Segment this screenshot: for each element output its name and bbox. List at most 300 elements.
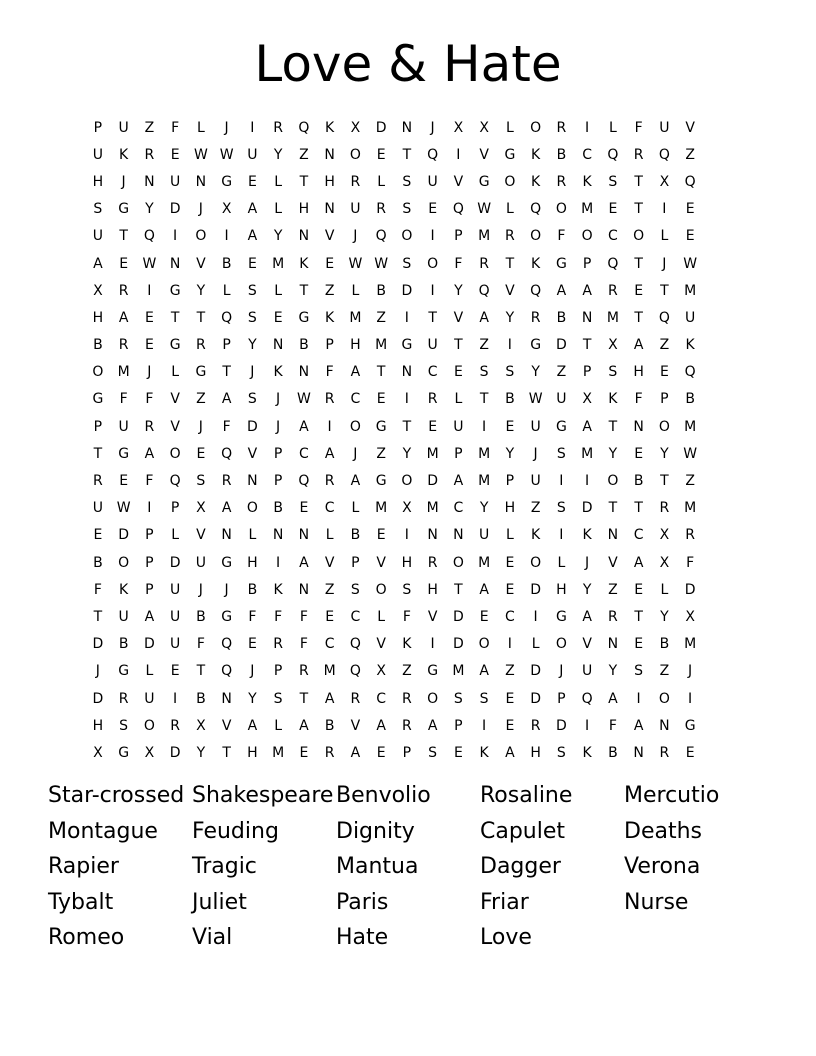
grid-cell[interactable]: O [530, 554, 542, 571]
grid-cell[interactable]: W [219, 146, 234, 163]
grid-cell[interactable]: L [222, 282, 231, 299]
grid-cell[interactable]: B [196, 608, 206, 625]
grid-cell[interactable]: T [402, 146, 412, 163]
grid-cell[interactable]: P [93, 119, 103, 136]
grid-cell[interactable]: O [633, 228, 645, 245]
grid-cell[interactable]: J [585, 554, 590, 571]
grid-cell[interactable]: M [375, 337, 388, 354]
grid-cell[interactable]: M [426, 500, 439, 517]
grid-cell[interactable]: A [608, 690, 618, 707]
grid-cell[interactable]: N [272, 527, 284, 544]
grid-cell[interactable]: V [324, 228, 335, 245]
grid-cell[interactable]: I [430, 282, 435, 299]
grid-cell[interactable]: N [633, 744, 644, 761]
grid-cell[interactable]: S [453, 690, 463, 707]
grid-cell[interactable]: J [559, 663, 564, 680]
grid-cell[interactable]: O [452, 554, 464, 571]
grid-cell[interactable]: G [375, 473, 387, 490]
grid-cell[interactable]: I [482, 418, 487, 435]
grid-cell[interactable]: W [296, 391, 311, 408]
grid-cell[interactable]: K [685, 337, 695, 354]
grid-cell[interactable]: D [555, 337, 567, 354]
grid-cell[interactable]: E [247, 636, 257, 653]
grid-cell[interactable]: U [479, 527, 490, 544]
grid-cell[interactable]: B [247, 581, 258, 598]
grid-cell[interactable]: R [659, 500, 670, 517]
grid-cell[interactable]: G [118, 663, 130, 680]
grid-cell[interactable]: Y [196, 744, 206, 761]
grid-cell[interactable]: Q [478, 282, 490, 299]
grid-cell[interactable]: F [171, 119, 180, 136]
grid-cell[interactable]: R [93, 473, 103, 490]
grid-cell[interactable]: H [298, 201, 310, 218]
grid-cell[interactable]: M [581, 201, 594, 218]
grid-cell[interactable]: P [454, 717, 463, 734]
grid-cell[interactable]: Y [582, 581, 592, 598]
grid-cell[interactable]: L [531, 636, 540, 653]
grid-cell[interactable]: D [118, 527, 130, 544]
grid-cell[interactable]: R [324, 473, 335, 490]
grid-cell[interactable]: A [453, 473, 464, 490]
grid-cell[interactable]: A [324, 690, 335, 707]
grid-cell[interactable]: E [428, 418, 438, 435]
grid-cell[interactable]: O [427, 690, 439, 707]
grid-cell[interactable]: O [555, 636, 567, 653]
grid-cell[interactable]: E [119, 255, 129, 272]
grid-cell[interactable]: N [298, 364, 310, 381]
grid-cell[interactable]: D [169, 201, 181, 218]
grid-cell[interactable]: P [582, 255, 592, 272]
grid-cell[interactable]: E [196, 445, 206, 462]
grid-cell[interactable]: V [427, 608, 438, 625]
grid-cell[interactable]: T [196, 309, 206, 326]
grid-cell[interactable]: G [118, 445, 130, 462]
grid-cell[interactable]: V [247, 445, 258, 462]
grid-cell[interactable]: Q [607, 146, 619, 163]
grid-cell[interactable]: Q [530, 201, 542, 218]
grid-cell[interactable]: E [479, 608, 489, 625]
grid-cell[interactable]: V [196, 527, 206, 544]
grid-cell[interactable]: B [324, 717, 335, 734]
grid-cell[interactable]: C [504, 608, 515, 625]
grid-cell[interactable]: K [582, 173, 592, 190]
grid-cell[interactable]: K [299, 255, 309, 272]
grid-cell[interactable]: U [118, 119, 129, 136]
grid-cell[interactable]: N [169, 255, 181, 272]
grid-cell[interactable]: T [93, 445, 103, 462]
grid-cell[interactable]: A [633, 717, 644, 734]
grid-cell[interactable]: N [221, 527, 232, 544]
grid-cell[interactable]: Z [324, 581, 335, 598]
grid-cell[interactable]: V [324, 554, 335, 571]
grid-cell[interactable]: R [556, 119, 567, 136]
grid-cell[interactable]: V [350, 717, 361, 734]
grid-cell[interactable]: S [247, 309, 257, 326]
grid-cell[interactable]: M [323, 663, 336, 680]
grid-cell[interactable]: V [582, 636, 592, 653]
grid-cell[interactable]: O [375, 581, 387, 598]
grid-cell[interactable]: N [581, 309, 593, 326]
grid-cell[interactable]: E [453, 364, 463, 381]
grid-cell[interactable]: H [247, 554, 258, 571]
grid-cell[interactable]: Q [221, 663, 233, 680]
grid-cell[interactable]: S [608, 364, 618, 381]
grid-cell[interactable]: L [377, 173, 386, 190]
grid-cell[interactable]: F [634, 119, 643, 136]
grid-cell[interactable]: L [351, 500, 360, 517]
grid-cell[interactable]: M [272, 255, 285, 272]
grid-cell[interactable]: M [581, 445, 594, 462]
grid-cell[interactable]: R [350, 173, 361, 190]
grid-cell[interactable]: U [427, 337, 438, 354]
grid-cell[interactable]: S [273, 690, 283, 707]
grid-cell[interactable]: Z [376, 445, 386, 462]
grid-cell[interactable]: X [479, 119, 489, 136]
grid-cell[interactable]: P [454, 228, 463, 245]
grid-cell[interactable]: G [118, 744, 130, 761]
grid-cell[interactable]: K [531, 146, 541, 163]
grid-cell[interactable]: H [504, 500, 516, 517]
grid-cell[interactable]: M [478, 473, 491, 490]
grid-cell[interactable]: B [118, 636, 129, 653]
grid-cell[interactable]: T [428, 309, 437, 326]
grid-cell[interactable]: H [401, 554, 413, 571]
grid-cell[interactable]: V [170, 418, 180, 435]
grid-cell[interactable]: T [376, 364, 386, 381]
grid-cell[interactable]: T [634, 608, 643, 625]
grid-cell[interactable]: F [145, 391, 154, 408]
grid-cell[interactable]: T [299, 690, 309, 707]
grid-cell[interactable]: R [402, 717, 412, 734]
grid-cell[interactable]: U [92, 228, 103, 245]
grid-cell[interactable]: Z [324, 282, 335, 299]
grid-cell[interactable]: Y [273, 228, 283, 245]
grid-cell[interactable]: R [608, 282, 618, 299]
grid-cell[interactable]: E [505, 554, 515, 571]
grid-cell[interactable]: K [582, 744, 592, 761]
grid-cell[interactable]: M [684, 282, 697, 299]
grid-cell[interactable]: N [298, 527, 310, 544]
grid-cell[interactable]: Y [402, 445, 412, 462]
grid-cell[interactable]: P [454, 445, 463, 462]
grid-cell[interactable]: Z [299, 146, 309, 163]
grid-cell[interactable]: N [453, 527, 464, 544]
grid-cell[interactable]: D [375, 119, 387, 136]
grid-cell[interactable]: A [350, 744, 361, 761]
grid-cell[interactable]: U [144, 690, 155, 707]
grid-cell[interactable]: W [683, 445, 698, 462]
grid-cell[interactable]: F [608, 717, 617, 734]
grid-cell[interactable]: R [118, 337, 129, 354]
grid-cell[interactable]: C [376, 690, 387, 707]
grid-cell[interactable]: S [119, 717, 129, 734]
grid-cell[interactable]: I [224, 228, 229, 245]
grid-cell[interactable]: J [147, 364, 152, 381]
grid-cell[interactable]: I [430, 636, 435, 653]
grid-cell[interactable]: F [93, 581, 102, 598]
grid-cell[interactable]: K [325, 309, 335, 326]
grid-cell[interactable]: S [402, 173, 412, 190]
grid-cell[interactable]: L [145, 663, 154, 680]
grid-cell[interactable]: Z [685, 146, 695, 163]
grid-cell[interactable]: E [325, 608, 335, 625]
grid-cell[interactable]: S [479, 364, 489, 381]
grid-cell[interactable]: Z [608, 581, 618, 598]
grid-cell[interactable]: A [479, 663, 489, 680]
grid-cell[interactable]: X [685, 608, 695, 625]
grid-cell[interactable]: L [274, 717, 283, 734]
grid-cell[interactable]: C [350, 391, 361, 408]
grid-cell[interactable]: X [221, 201, 232, 218]
grid-cell[interactable]: Y [273, 146, 283, 163]
grid-cell[interactable]: D [684, 581, 696, 598]
grid-cell[interactable]: M [452, 663, 465, 680]
grid-cell[interactable]: F [454, 255, 463, 272]
grid-cell[interactable]: W [348, 255, 363, 272]
grid-cell[interactable]: L [505, 527, 514, 544]
grid-cell[interactable]: X [196, 500, 206, 517]
grid-cell[interactable]: R [427, 391, 438, 408]
grid-cell[interactable]: J [198, 201, 203, 218]
grid-cell[interactable]: Z [479, 337, 489, 354]
grid-cell[interactable]: H [92, 173, 104, 190]
grid-cell[interactable]: D [427, 473, 439, 490]
grid-cell[interactable]: Y [660, 445, 669, 462]
grid-cell[interactable]: T [299, 173, 309, 190]
grid-cell[interactable]: O [246, 500, 258, 517]
grid-cell[interactable]: O [530, 119, 542, 136]
grid-cell[interactable]: Q [581, 690, 593, 707]
grid-cell[interactable]: S [608, 173, 618, 190]
grid-cell[interactable]: J [250, 663, 255, 680]
grid-cell[interactable]: G [169, 282, 181, 299]
grid-cell[interactable]: M [426, 445, 439, 462]
grid-cell[interactable]: H [350, 337, 361, 354]
grid-cell[interactable]: H [92, 717, 104, 734]
grid-cell[interactable]: U [582, 663, 593, 680]
grid-cell[interactable]: M [272, 744, 285, 761]
grid-cell[interactable]: A [299, 418, 309, 435]
grid-cell[interactable]: F [557, 228, 566, 245]
grid-cell[interactable]: G [221, 608, 233, 625]
grid-cell[interactable]: E [376, 146, 386, 163]
grid-cell[interactable]: E [608, 201, 618, 218]
grid-cell[interactable]: B [633, 473, 644, 490]
grid-cell[interactable]: D [246, 418, 258, 435]
grid-cell[interactable]: K [531, 255, 541, 272]
grid-cell[interactable]: J [688, 663, 693, 680]
grid-cell[interactable]: P [402, 744, 412, 761]
grid-cell[interactable]: J [224, 119, 229, 136]
grid-cell[interactable]: O [401, 473, 413, 490]
grid-cell[interactable]: I [276, 554, 281, 571]
grid-cell[interactable]: G [427, 663, 439, 680]
grid-cell[interactable]: E [299, 500, 309, 517]
grid-cell[interactable]: L [377, 608, 386, 625]
grid-cell[interactable]: X [93, 744, 103, 761]
grid-cell[interactable]: T [196, 663, 206, 680]
grid-cell[interactable]: G [555, 255, 567, 272]
grid-cell[interactable]: C [453, 500, 464, 517]
grid-cell[interactable]: D [452, 608, 464, 625]
grid-cell[interactable]: B [93, 337, 103, 354]
grid-cell[interactable]: T [582, 337, 592, 354]
grid-cell[interactable]: M [117, 364, 130, 381]
grid-cell[interactable]: J [250, 364, 255, 381]
grid-cell[interactable]: M [684, 418, 697, 435]
grid-cell[interactable]: D [92, 636, 104, 653]
grid-cell[interactable]: N [272, 337, 284, 354]
grid-cell[interactable]: A [247, 201, 258, 218]
grid-cell[interactable]: K [608, 391, 618, 408]
grid-cell[interactable]: X [144, 744, 155, 761]
grid-cell[interactable]: X [659, 554, 670, 571]
grid-cell[interactable]: B [93, 554, 103, 571]
grid-cell[interactable]: E [376, 391, 386, 408]
grid-cell[interactable]: V [376, 554, 386, 571]
grid-cell[interactable]: Q [607, 255, 619, 272]
grid-cell[interactable]: R [633, 146, 644, 163]
grid-cell[interactable]: Z [376, 309, 386, 326]
grid-cell[interactable]: B [608, 744, 618, 761]
grid-cell[interactable]: E [634, 636, 644, 653]
grid-cell[interactable]: P [582, 364, 592, 381]
grid-cell[interactable]: I [559, 527, 564, 544]
grid-cell[interactable]: I [147, 500, 152, 517]
grid-cell[interactable]: A [324, 445, 335, 462]
grid-cell[interactable]: P [505, 473, 515, 490]
grid-cell[interactable]: U [195, 554, 206, 571]
grid-cell[interactable]: B [556, 309, 567, 326]
grid-cell[interactable]: E [505, 418, 515, 435]
grid-cell[interactable]: E [505, 690, 515, 707]
grid-cell[interactable]: J [662, 255, 667, 272]
grid-cell[interactable]: G [118, 201, 130, 218]
grid-cell[interactable]: Z [556, 364, 567, 381]
grid-cell[interactable]: G [684, 717, 696, 734]
grid-cell[interactable]: M [478, 445, 491, 462]
grid-cell[interactable]: A [247, 228, 258, 245]
grid-cell[interactable]: Z [196, 391, 206, 408]
grid-cell[interactable]: G [555, 608, 567, 625]
grid-cell[interactable]: K [531, 173, 541, 190]
grid-cell[interactable]: O [504, 173, 516, 190]
grid-cell[interactable]: Q [530, 282, 542, 299]
grid-cell[interactable]: Q [684, 173, 696, 190]
grid-cell[interactable]: N [659, 717, 670, 734]
grid-cell[interactable]: N [633, 418, 644, 435]
grid-cell[interactable]: N [247, 473, 258, 490]
grid-cell[interactable]: R [530, 717, 541, 734]
grid-cell[interactable]: L [608, 119, 617, 136]
grid-cell[interactable]: L [660, 228, 669, 245]
grid-cell[interactable]: I [507, 636, 512, 653]
grid-cell[interactable]: D [169, 744, 181, 761]
grid-cell[interactable]: F [299, 608, 308, 625]
grid-cell[interactable]: R [196, 337, 206, 354]
grid-cell[interactable]: A [350, 473, 361, 490]
grid-cell[interactable]: I [482, 717, 487, 734]
grid-cell[interactable]: D [452, 636, 464, 653]
grid-cell[interactable]: H [633, 364, 644, 381]
grid-cell[interactable]: E [170, 146, 180, 163]
grid-cell[interactable]: L [351, 282, 360, 299]
grid-cell[interactable]: Y [660, 608, 669, 625]
grid-cell[interactable]: S [196, 473, 206, 490]
grid-cell[interactable]: Q [658, 309, 670, 326]
grid-cell[interactable]: E [453, 744, 463, 761]
grid-cell[interactable]: I [688, 690, 693, 707]
grid-cell[interactable]: S [402, 255, 412, 272]
grid-cell[interactable]: R [118, 690, 129, 707]
grid-cell[interactable]: D [143, 636, 155, 653]
grid-cell[interactable]: O [169, 445, 181, 462]
grid-cell[interactable]: I [404, 527, 409, 544]
grid-cell[interactable]: Z [402, 663, 412, 680]
grid-cell[interactable]: E [634, 581, 644, 598]
grid-cell[interactable]: E [634, 445, 644, 462]
grid-cell[interactable]: Y [608, 445, 618, 462]
grid-cell[interactable]: V [453, 173, 464, 190]
grid-cell[interactable]: W [116, 500, 131, 517]
grid-cell[interactable]: W [528, 391, 543, 408]
grid-cell[interactable]: R [118, 282, 129, 299]
grid-cell[interactable]: T [608, 500, 618, 517]
grid-cell[interactable]: S [350, 581, 360, 598]
grid-cell[interactable]: D [92, 690, 104, 707]
grid-cell[interactable]: O [658, 690, 670, 707]
grid-cell[interactable]: Q [143, 228, 155, 245]
grid-cell[interactable]: T [634, 309, 643, 326]
grid-cell[interactable]: C [298, 445, 309, 462]
grid-cell[interactable]: R [144, 418, 155, 435]
grid-cell[interactable]: Q [427, 146, 439, 163]
grid-cell[interactable]: V [376, 636, 386, 653]
grid-cell[interactable]: I [250, 119, 255, 136]
grid-cell[interactable]: D [530, 581, 542, 598]
grid-cell[interactable]: C [607, 228, 618, 245]
grid-cell[interactable]: R [144, 146, 155, 163]
grid-cell[interactable]: Q [452, 201, 464, 218]
grid-cell[interactable]: V [608, 554, 618, 571]
grid-cell[interactable]: W [683, 255, 698, 272]
grid-cell[interactable]: G [478, 173, 490, 190]
grid-cell[interactable]: X [608, 337, 618, 354]
grid-cell[interactable]: L [557, 554, 566, 571]
grid-cell[interactable]: J [198, 581, 203, 598]
grid-cell[interactable]: U [170, 608, 181, 625]
grid-cell[interactable]: X [582, 391, 592, 408]
grid-cell[interactable]: R [273, 119, 283, 136]
grid-cell[interactable]: T [119, 228, 128, 245]
grid-cell[interactable]: F [299, 636, 308, 653]
grid-cell[interactable]: N [427, 527, 438, 544]
grid-cell[interactable]: E [325, 255, 335, 272]
grid-cell[interactable]: I [404, 309, 409, 326]
grid-cell[interactable]: A [633, 554, 644, 571]
grid-cell[interactable]: S [247, 282, 257, 299]
grid-cell[interactable]: R [402, 690, 412, 707]
grid-cell[interactable]: R [299, 663, 309, 680]
grid-cell[interactable]: E [685, 228, 695, 245]
grid-cell[interactable]: I [636, 690, 641, 707]
grid-cell[interactable]: A [118, 309, 129, 326]
grid-cell[interactable]: N [607, 636, 619, 653]
grid-cell[interactable]: I [456, 146, 461, 163]
grid-cell[interactable]: F [145, 473, 154, 490]
grid-cell[interactable]: L [454, 391, 463, 408]
grid-cell[interactable]: L [171, 527, 180, 544]
